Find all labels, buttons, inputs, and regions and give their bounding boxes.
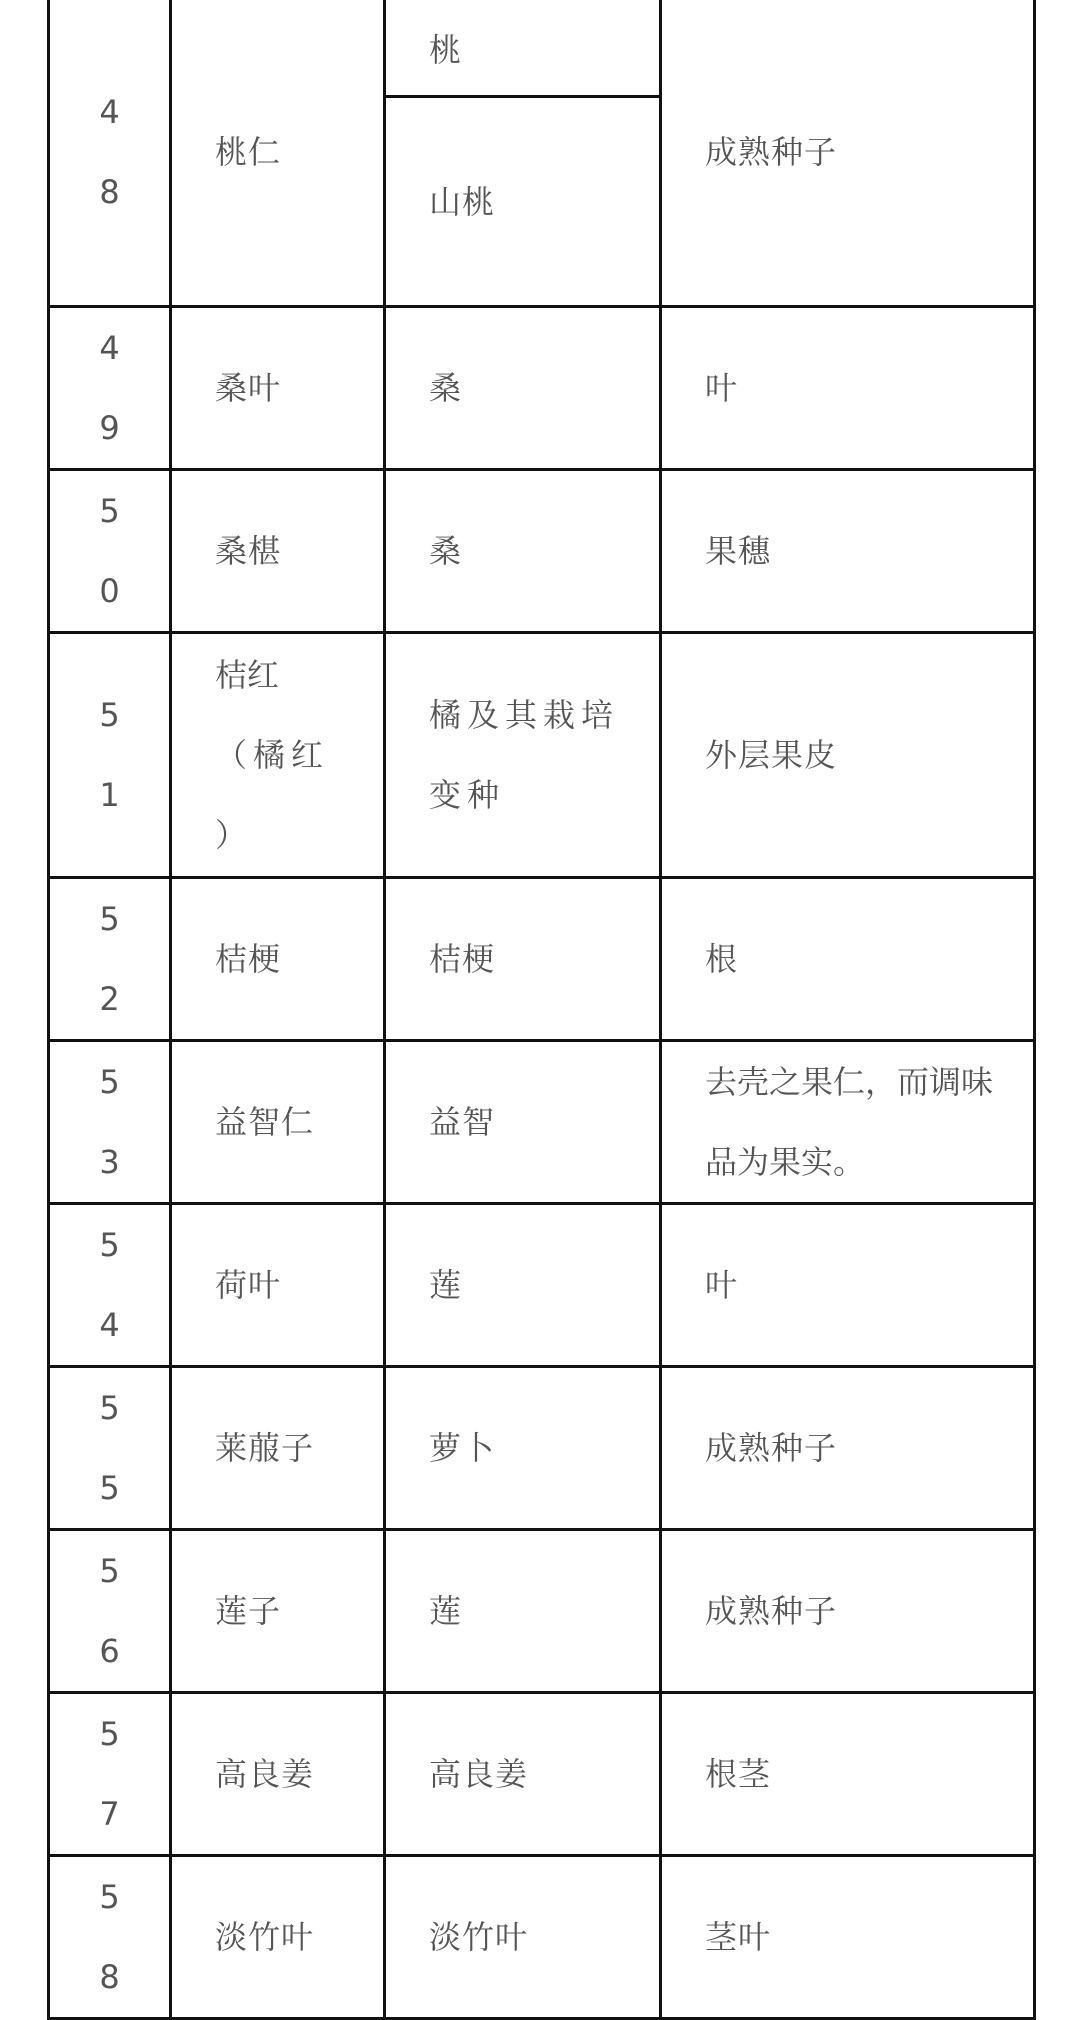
medicinal-part (661, 0, 1035, 307)
medicinal-part-text: 叶 (705, 369, 739, 407)
herb-name (171, 1530, 385, 1693)
medicinal-part (661, 1856, 1035, 2019)
table-row (49, 470, 1035, 633)
source-plant (385, 633, 661, 878)
medicinal-part-text: 成熟种子 (705, 1592, 838, 1630)
row-number-digit: 5 (99, 1715, 120, 1753)
herb-name-text: ） (215, 816, 248, 854)
medicinal-part-text: 根 (705, 940, 739, 978)
source-plant-text: 橘及其栽培变种 (429, 696, 620, 814)
herb-name-text: 荷叶 (215, 1266, 282, 1304)
row-number (49, 633, 171, 878)
herb-name (171, 307, 385, 470)
medicinal-part (661, 878, 1035, 1041)
row-number-digit: 5 (99, 1226, 120, 1264)
row-number (49, 1856, 171, 2019)
row-number-digit: 6 (99, 1632, 120, 1670)
row-number-digit: 4 (99, 329, 120, 367)
medicinal-part-text: 成熟种子 (705, 133, 838, 171)
row-number-digit: 0 (99, 572, 120, 610)
source-plant (385, 1530, 661, 1693)
medicinal-part-text: 根茎 (705, 1755, 772, 1793)
herb-name (171, 633, 385, 878)
table-row (49, 1367, 1035, 1530)
medicinal-part (661, 1693, 1035, 1856)
row-number (49, 1367, 171, 1530)
herb-name-text: 桔梗 (215, 940, 282, 978)
herb-name-text: （橘红 (215, 736, 330, 774)
row-number-digit: 7 (99, 1795, 120, 1833)
row-number-digit: 5 (99, 1469, 120, 1507)
row-number-digit: 4 (99, 1306, 120, 1344)
table-row (49, 0, 1035, 97)
medicinal-part (661, 1204, 1035, 1367)
source-plant-text: 益智 (429, 1103, 496, 1141)
table-row (49, 1041, 1035, 1204)
source-plant (385, 1693, 661, 1856)
row-number (49, 1041, 171, 1204)
herb-name (171, 878, 385, 1041)
row-number-digit: 8 (99, 173, 120, 211)
row-number-digit: 9 (99, 409, 120, 447)
medicinal-part (661, 633, 1035, 878)
table-row (49, 633, 1035, 878)
medicinal-part (661, 1367, 1035, 1530)
source-plant (385, 1856, 661, 2019)
source-plant (385, 470, 661, 633)
row-number-digit: 5 (99, 1389, 120, 1427)
herb-name-text: 桑椹 (215, 532, 282, 570)
herb-name-text: 莲子 (215, 1592, 282, 1630)
medicinal-part (661, 1530, 1035, 1693)
herb-name (171, 1204, 385, 1367)
source-plant (385, 1204, 661, 1367)
medicinal-part-text: 叶 (705, 1266, 739, 1304)
row-number (49, 1693, 171, 1856)
medicinal-part-text: 茎叶 (705, 1918, 772, 1956)
herb-name (171, 1041, 385, 1204)
herb-name (171, 0, 385, 307)
row-number-digit: 4 (99, 93, 120, 131)
row-number-digit: 5 (99, 1552, 120, 1590)
herb-table (47, 0, 1036, 2020)
herb-name-text: 桃仁 (215, 133, 282, 171)
source-plant-text: 萝卜 (429, 1429, 496, 1467)
row-number (49, 878, 171, 1041)
medicinal-part (661, 470, 1035, 633)
row-number-digit: 5 (99, 492, 120, 530)
medicinal-part (661, 307, 1035, 470)
medicinal-part-text: 去壳之果仁，而调味品为果实。 (705, 1063, 994, 1181)
herb-name (171, 1367, 385, 1530)
row-number-digit: 8 (99, 1958, 120, 1996)
source-plant (385, 0, 661, 97)
medicinal-part-text: 果穗 (705, 532, 772, 570)
source-plant-text: 莲 (429, 1592, 463, 1630)
source-plant-text: 桑 (429, 369, 463, 407)
table-row (49, 1693, 1035, 1856)
herb-name (171, 1856, 385, 2019)
row-number-digit: 5 (99, 696, 120, 734)
source-plant (385, 97, 661, 307)
herb-name-text: 桔红 (215, 656, 280, 694)
herb-name (171, 470, 385, 633)
herb-name-text: 淡竹叶 (215, 1918, 315, 1956)
row-number-digit: 1 (99, 776, 120, 814)
source-plant-text: 桔梗 (429, 940, 496, 978)
row-number (49, 470, 171, 633)
source-plant (385, 1041, 661, 1204)
row-number (49, 1530, 171, 1693)
row-number-digit: 5 (99, 900, 120, 938)
source-plant-text: 高良姜 (429, 1755, 529, 1793)
source-plant (385, 307, 661, 470)
medicinal-part-text: 外层果皮 (705, 736, 838, 774)
table-row (49, 307, 1035, 470)
source-plant-text: 桑 (429, 532, 463, 570)
source-plant-text: 桃 (429, 31, 463, 69)
source-plant-text: 莲 (429, 1266, 463, 1304)
herb-name-text: 益智仁 (215, 1103, 315, 1141)
medicinal-part-text: 成熟种子 (705, 1429, 838, 1467)
table-row (49, 1204, 1035, 1367)
row-number-digit: 5 (99, 1878, 120, 1916)
medicinal-part (661, 1041, 1035, 1204)
table-row (49, 1856, 1035, 2019)
herb-name-text: 高良姜 (215, 1755, 315, 1793)
row-number-digit: 5 (99, 1063, 120, 1101)
row-number-digit: 3 (99, 1143, 120, 1181)
row-number-digit: 2 (99, 980, 120, 1018)
source-plant (385, 878, 661, 1041)
source-plant-text: 山桃 (429, 182, 496, 221)
herb-name (171, 1693, 385, 1856)
table-row (49, 1530, 1035, 1693)
row-number (49, 307, 171, 470)
source-plant-text: 淡竹叶 (429, 1918, 529, 1956)
row-number (49, 0, 171, 307)
herb-name-text: 桑叶 (215, 369, 282, 407)
source-plant (385, 1367, 661, 1530)
table-row (49, 878, 1035, 1041)
row-number (49, 1204, 171, 1367)
herb-name-text: 莱菔子 (215, 1429, 315, 1467)
